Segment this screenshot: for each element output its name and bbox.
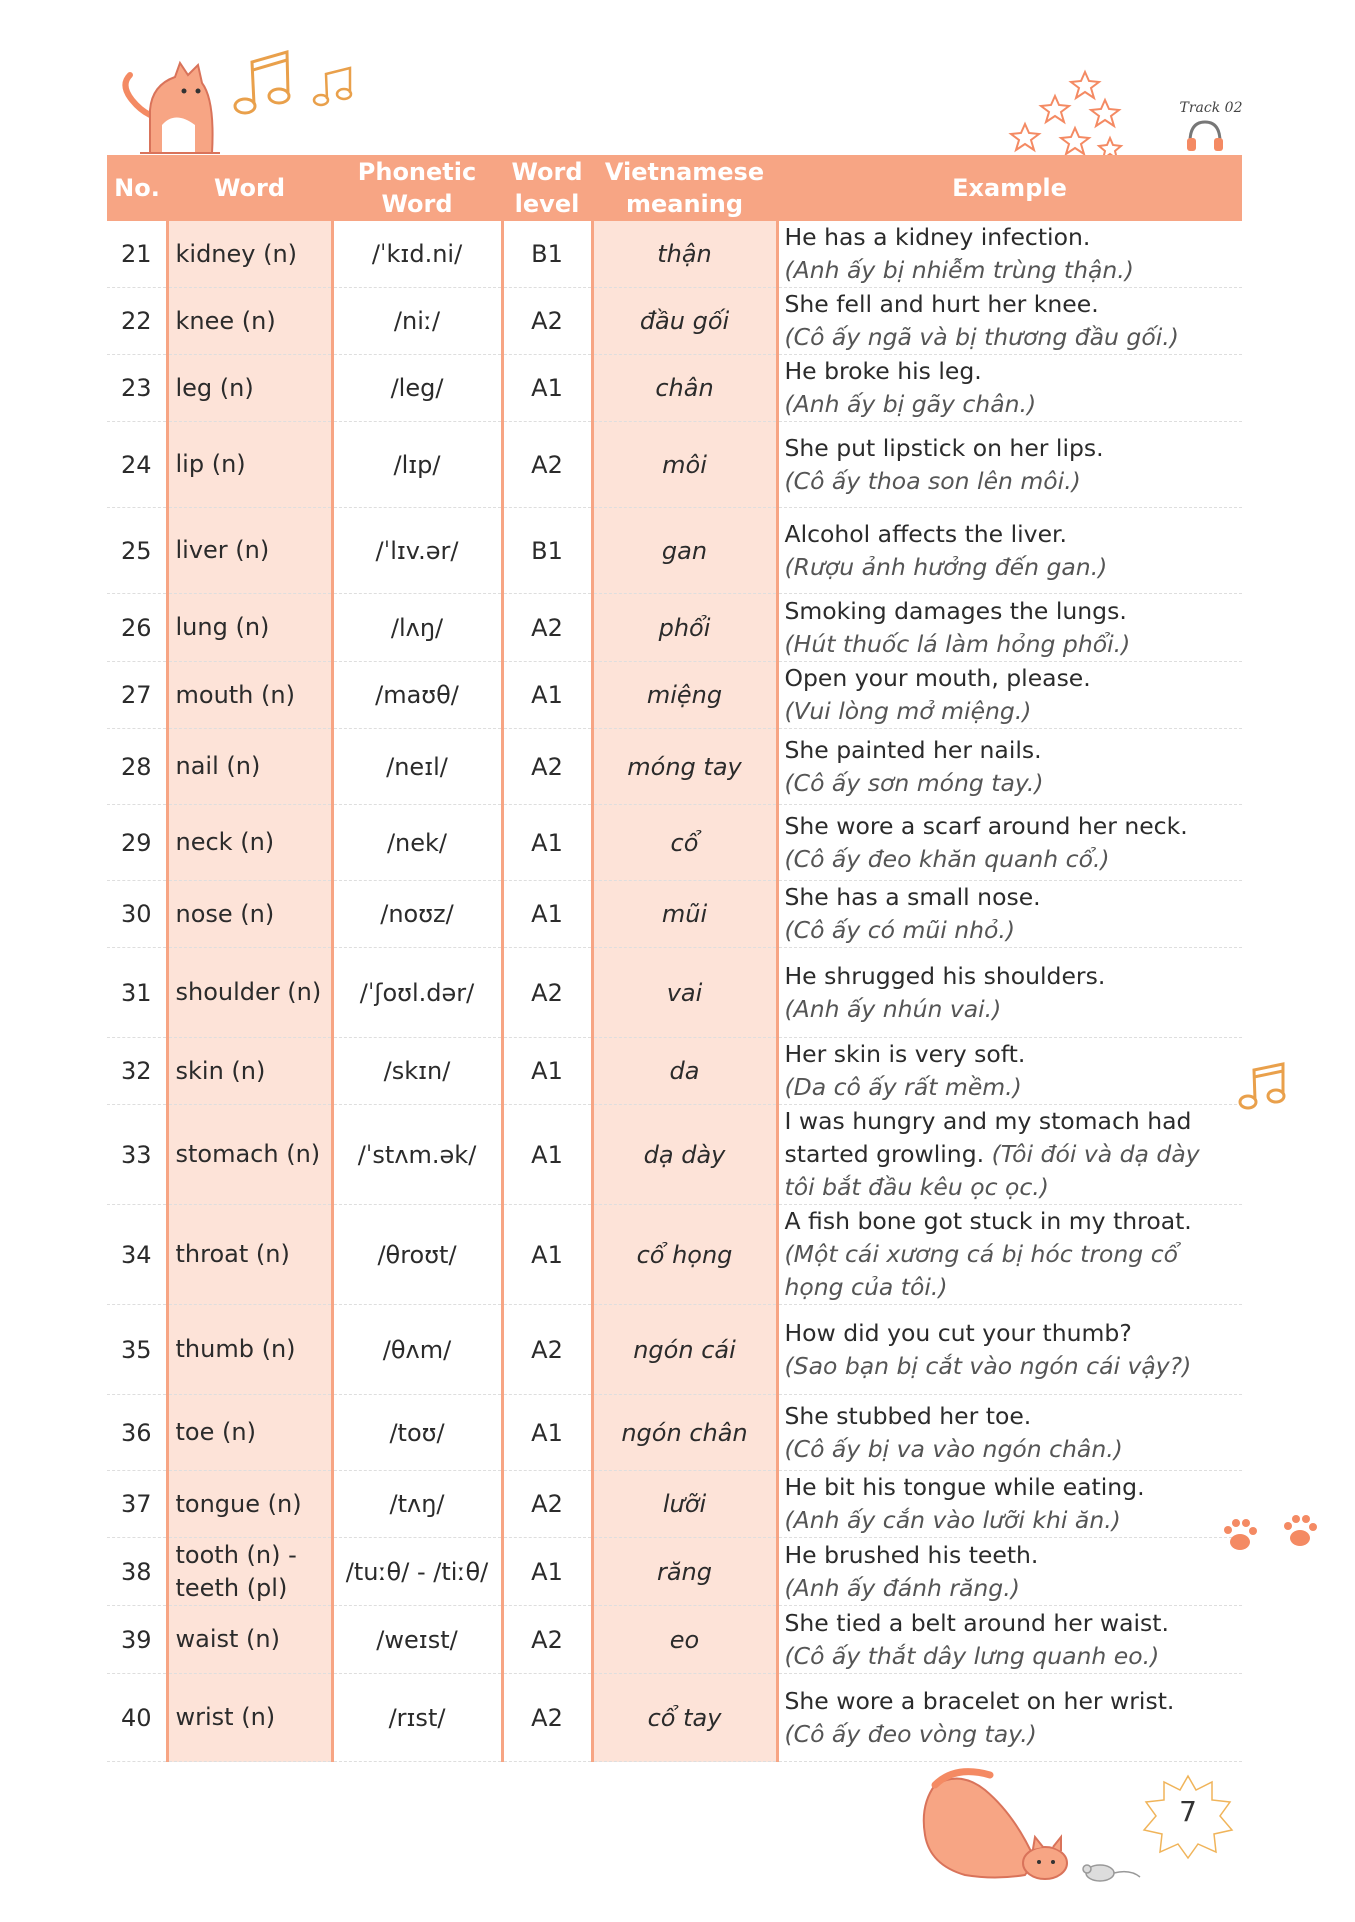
row-example xyxy=(777,1538,1242,1606)
example-translation: (Anh ấy bị nhiễm trùng thận.) xyxy=(784,256,1134,284)
example-translation: (Anh ấy cắn vào lưỡi khi ăn.) xyxy=(784,1506,1121,1534)
row-phonetic: /maʊθ/ xyxy=(332,662,502,729)
row-number: 31 xyxy=(107,948,167,1038)
row-word: tongue (n) xyxy=(167,1471,332,1538)
row-word: wrist (n) xyxy=(167,1674,332,1762)
row-level: A1 xyxy=(502,662,592,729)
row-example xyxy=(777,1205,1242,1305)
row-phonetic: /tuːθ/ - /tiːθ/ xyxy=(332,1538,502,1606)
table-row xyxy=(107,948,1242,1038)
row-phonetic: /nek/ xyxy=(332,805,502,881)
table-header-row xyxy=(107,155,1242,221)
row-word: leg (n) xyxy=(167,355,332,422)
row-vietnamese: cổ xyxy=(592,805,777,881)
table-row xyxy=(107,1674,1242,1762)
example-translation: (Cô ấy thắt dây lưng quanh eo.) xyxy=(784,1641,1160,1670)
row-number: 30 xyxy=(107,881,167,948)
row-vietnamese: vai xyxy=(592,948,777,1038)
vocabulary-table xyxy=(107,155,1242,1762)
example-translation: (Da cô ấy rất mềm.) xyxy=(784,1073,1022,1101)
example-sentence: She wore a bracelet on her wrist. xyxy=(784,1686,1175,1715)
row-phonetic: /skɪn/ xyxy=(332,1038,502,1105)
example-sentence: A fish bone got stuck in my throat. xyxy=(784,1207,1192,1235)
track-label: Track 02 xyxy=(1179,100,1243,116)
row-phonetic: /θroʊt/ xyxy=(332,1205,502,1305)
row-example xyxy=(777,355,1242,422)
header-no: No. xyxy=(107,155,167,221)
row-phonetic: /toʊ/ xyxy=(332,1395,502,1471)
table-row xyxy=(107,1538,1242,1606)
row-vietnamese: miệng xyxy=(592,662,777,729)
stars-decoration-icon xyxy=(1005,68,1125,158)
example-translation: (Anh ấy nhún vai.) xyxy=(784,994,1002,1023)
row-vietnamese: môi xyxy=(592,422,777,508)
table-row xyxy=(107,1205,1242,1305)
example-translation: (Hút thuốc lá làm hỏng phổi.) xyxy=(784,629,1131,658)
example-sentence: He bit his tongue while eating. xyxy=(784,1473,1145,1501)
row-level: A1 xyxy=(502,1395,592,1471)
row-example xyxy=(777,1395,1242,1471)
example-sentence: She fell and hurt her knee. xyxy=(784,290,1099,318)
table-row xyxy=(107,508,1242,594)
row-phonetic: /ˈkɪd.ni/ xyxy=(332,221,502,288)
example-translation: (Một cái xương cá bị hóc trong cổ họng của tôi.) xyxy=(784,1240,1178,1301)
example-sentence: How did you cut your thumb? xyxy=(784,1318,1132,1347)
table-row xyxy=(107,288,1242,355)
row-vietnamese: chân xyxy=(592,355,777,422)
row-vietnamese: gan xyxy=(592,508,777,594)
example-translation: (Rượu ảnh hưởng đến gan.) xyxy=(784,552,1108,581)
row-vietnamese: phổi xyxy=(592,594,777,662)
row-example xyxy=(777,288,1242,355)
row-example xyxy=(777,1038,1242,1105)
example-translation: (Cô ấy thoa son lên môi.) xyxy=(784,466,1081,495)
row-phonetic: /tʌŋ/ xyxy=(332,1471,502,1538)
row-number: 38 xyxy=(107,1538,167,1606)
table-row xyxy=(107,662,1242,729)
row-phonetic: /lɪp/ xyxy=(332,422,502,508)
row-number: 34 xyxy=(107,1205,167,1305)
row-level: A1 xyxy=(502,1038,592,1105)
cat-illustration-icon xyxy=(120,55,235,155)
row-word: waist (n) xyxy=(167,1606,332,1674)
row-word: nail (n) xyxy=(167,729,332,805)
row-number: 29 xyxy=(107,805,167,881)
row-level: A1 xyxy=(502,1205,592,1305)
row-level: A2 xyxy=(502,1674,592,1762)
row-level: A1 xyxy=(502,1105,592,1205)
row-vietnamese: lưỡi xyxy=(592,1471,777,1538)
example-translation: (Cô ấy sơn móng tay.) xyxy=(784,768,1044,797)
example-translation: (Tôi đói và dạ dày tôi bắt đầu kêu ọc ọc.) xyxy=(784,1140,1200,1201)
row-vietnamese: ngón cái xyxy=(592,1305,777,1395)
row-number: 24 xyxy=(107,422,167,508)
row-phonetic: /θʌm/ xyxy=(332,1305,502,1395)
row-level: A2 xyxy=(502,729,592,805)
row-phonetic: /ˈʃoʊl.dər/ xyxy=(332,948,502,1038)
row-example xyxy=(777,1471,1242,1538)
example-translation: (Sao bạn bị cắt vào ngón cái vậy?) xyxy=(784,1351,1192,1380)
row-example xyxy=(777,729,1242,805)
row-number: 23 xyxy=(107,355,167,422)
header-word: Word xyxy=(167,155,332,221)
row-level: A2 xyxy=(502,1305,592,1395)
row-number: 39 xyxy=(107,1606,167,1674)
example-translation: (Vui lòng mở miệng.) xyxy=(784,697,1032,725)
row-example xyxy=(777,422,1242,508)
row-vietnamese: cổ tay xyxy=(592,1674,777,1762)
table-row xyxy=(107,805,1242,881)
paw-prints-icon xyxy=(1218,1510,1328,1558)
row-word: stomach (n) xyxy=(167,1105,332,1205)
row-number: 21 xyxy=(107,221,167,288)
row-example xyxy=(777,881,1242,948)
example-translation: (Cô ấy đeo khăn quanh cổ.) xyxy=(784,844,1110,873)
row-level: A2 xyxy=(502,288,592,355)
table-row xyxy=(107,1471,1242,1538)
music-note-small-icon xyxy=(312,66,354,108)
row-phonetic: /weɪst/ xyxy=(332,1606,502,1674)
row-word: liver (n) xyxy=(167,508,332,594)
table-row xyxy=(107,355,1242,422)
example-sentence: She painted her nails. xyxy=(784,735,1042,764)
table-row xyxy=(107,1038,1242,1105)
header-vietnamese: Vietnamese meaning xyxy=(592,155,777,221)
row-level: B1 xyxy=(502,221,592,288)
row-phonetic: /noʊz/ xyxy=(332,881,502,948)
row-number: 26 xyxy=(107,594,167,662)
row-phonetic: /ˈstʌm.ək/ xyxy=(332,1105,502,1205)
row-number: 37 xyxy=(107,1471,167,1538)
row-number: 28 xyxy=(107,729,167,805)
cat-stretching-icon xyxy=(905,1765,1155,1890)
row-phonetic: /ˈlɪv.ər/ xyxy=(332,508,502,594)
row-vietnamese: dạ dày xyxy=(592,1105,777,1205)
row-phonetic: /rɪst/ xyxy=(332,1674,502,1762)
row-word: lung (n) xyxy=(167,594,332,662)
example-sentence: She stubbed her toe. xyxy=(784,1401,1032,1430)
row-word: neck (n) xyxy=(167,805,332,881)
table-row xyxy=(107,881,1242,948)
row-number: 32 xyxy=(107,1038,167,1105)
music-note-icon xyxy=(232,48,294,118)
row-example xyxy=(777,662,1242,729)
row-number: 36 xyxy=(107,1395,167,1471)
row-number: 25 xyxy=(107,508,167,594)
row-word: skin (n) xyxy=(167,1038,332,1105)
row-vietnamese: thận xyxy=(592,221,777,288)
row-level: A1 xyxy=(502,355,592,422)
table-row xyxy=(107,729,1242,805)
table-row xyxy=(107,1305,1242,1395)
example-sentence: He broke his leg. xyxy=(784,357,982,385)
row-example xyxy=(777,805,1242,881)
table-row xyxy=(107,1395,1242,1471)
example-translation: (Cô ấy bị va vào ngón chân.) xyxy=(784,1434,1123,1463)
row-vietnamese: răng xyxy=(592,1538,777,1606)
example-sentence: Alcohol affects the liver. xyxy=(784,519,1068,548)
row-word: knee (n) xyxy=(167,288,332,355)
music-note-icon xyxy=(1238,1062,1288,1112)
example-translation: (Cô ấy đeo vòng tay.) xyxy=(784,1719,1037,1748)
example-sentence: She put lipstick on her lips. xyxy=(784,433,1104,462)
row-vietnamese: ngón chân xyxy=(592,1395,777,1471)
table-row xyxy=(107,221,1242,288)
row-phonetic: /neɪl/ xyxy=(332,729,502,805)
row-number: 40 xyxy=(107,1674,167,1762)
row-example xyxy=(777,508,1242,594)
example-sentence: She wore a scarf around her neck. xyxy=(784,811,1188,840)
example-sentence: She tied a belt around her waist. xyxy=(784,1608,1169,1637)
header-example: Example xyxy=(777,155,1242,221)
example-sentence: Smoking damages the lungs. xyxy=(784,596,1127,625)
row-phonetic: /niː/ xyxy=(332,288,502,355)
example-translation: (Cô ấy ngã và bị thương đầu gối.) xyxy=(784,323,1179,351)
row-word: toe (n) xyxy=(167,1395,332,1471)
row-number: 35 xyxy=(107,1305,167,1395)
row-word: mouth (n) xyxy=(167,662,332,729)
row-level: A2 xyxy=(502,594,592,662)
row-number: 27 xyxy=(107,662,167,729)
row-vietnamese: móng tay xyxy=(592,729,777,805)
example-sentence: She has a small nose. xyxy=(784,883,1041,911)
row-level: A1 xyxy=(502,1538,592,1606)
row-word: thumb (n) xyxy=(167,1305,332,1395)
row-word: throat (n) xyxy=(167,1205,332,1305)
example-sentence: Open your mouth, please. xyxy=(784,664,1091,692)
row-example xyxy=(777,1674,1242,1762)
row-example xyxy=(777,948,1242,1038)
row-level: B1 xyxy=(502,508,592,594)
row-word: lip (n) xyxy=(167,422,332,508)
row-word: nose (n) xyxy=(167,881,332,948)
example-sentence: He shrugged his shoulders. xyxy=(784,961,1106,990)
row-vietnamese: mũi xyxy=(592,881,777,948)
row-phonetic: /lʌŋ/ xyxy=(332,594,502,662)
row-word: shoulder (n) xyxy=(167,948,332,1038)
example-translation: (Cô ấy có mũi nhỏ.) xyxy=(784,916,1016,944)
row-example xyxy=(777,1105,1242,1205)
row-number: 22 xyxy=(107,288,167,355)
row-vietnamese: đầu gối xyxy=(592,288,777,355)
table-row xyxy=(107,594,1242,662)
row-phonetic: /leg/ xyxy=(332,355,502,422)
row-level: A1 xyxy=(502,881,592,948)
example-translation: (Anh ấy đánh răng.) xyxy=(784,1573,1020,1602)
header-level: Word level xyxy=(502,155,592,221)
row-word: tooth (n) - teeth (pl) xyxy=(167,1538,332,1606)
row-level: A1 xyxy=(502,805,592,881)
row-level: A2 xyxy=(502,948,592,1038)
row-example xyxy=(777,1305,1242,1395)
row-example xyxy=(777,1606,1242,1674)
row-vietnamese: da xyxy=(592,1038,777,1105)
example-sentence: Her skin is very soft. xyxy=(784,1040,1026,1068)
row-example xyxy=(777,221,1242,288)
example-sentence: He brushed his teeth. xyxy=(784,1540,1039,1569)
example-sentence: He has a kidney infection. xyxy=(784,223,1091,251)
example-translation: (Anh ấy bị gãy chân.) xyxy=(784,390,1037,418)
row-level: A2 xyxy=(502,1606,592,1674)
row-word: kidney (n) xyxy=(167,221,332,288)
row-example xyxy=(777,594,1242,662)
header-phonetic: Phonetic Word xyxy=(332,155,502,221)
row-number: 33 xyxy=(107,1105,167,1205)
row-vietnamese: cổ họng xyxy=(592,1205,777,1305)
row-level: A2 xyxy=(502,422,592,508)
headphones-icon[interactable] xyxy=(1185,118,1225,152)
table-row xyxy=(107,1105,1242,1205)
table-row xyxy=(107,422,1242,508)
row-vietnamese: eo xyxy=(592,1606,777,1674)
row-level: A2 xyxy=(502,1471,592,1538)
page-number: 7 xyxy=(1179,1795,1197,1828)
example-sentence: I was hungry and my stomach had started growling. xyxy=(784,1107,1192,1168)
table-row xyxy=(107,1606,1242,1674)
